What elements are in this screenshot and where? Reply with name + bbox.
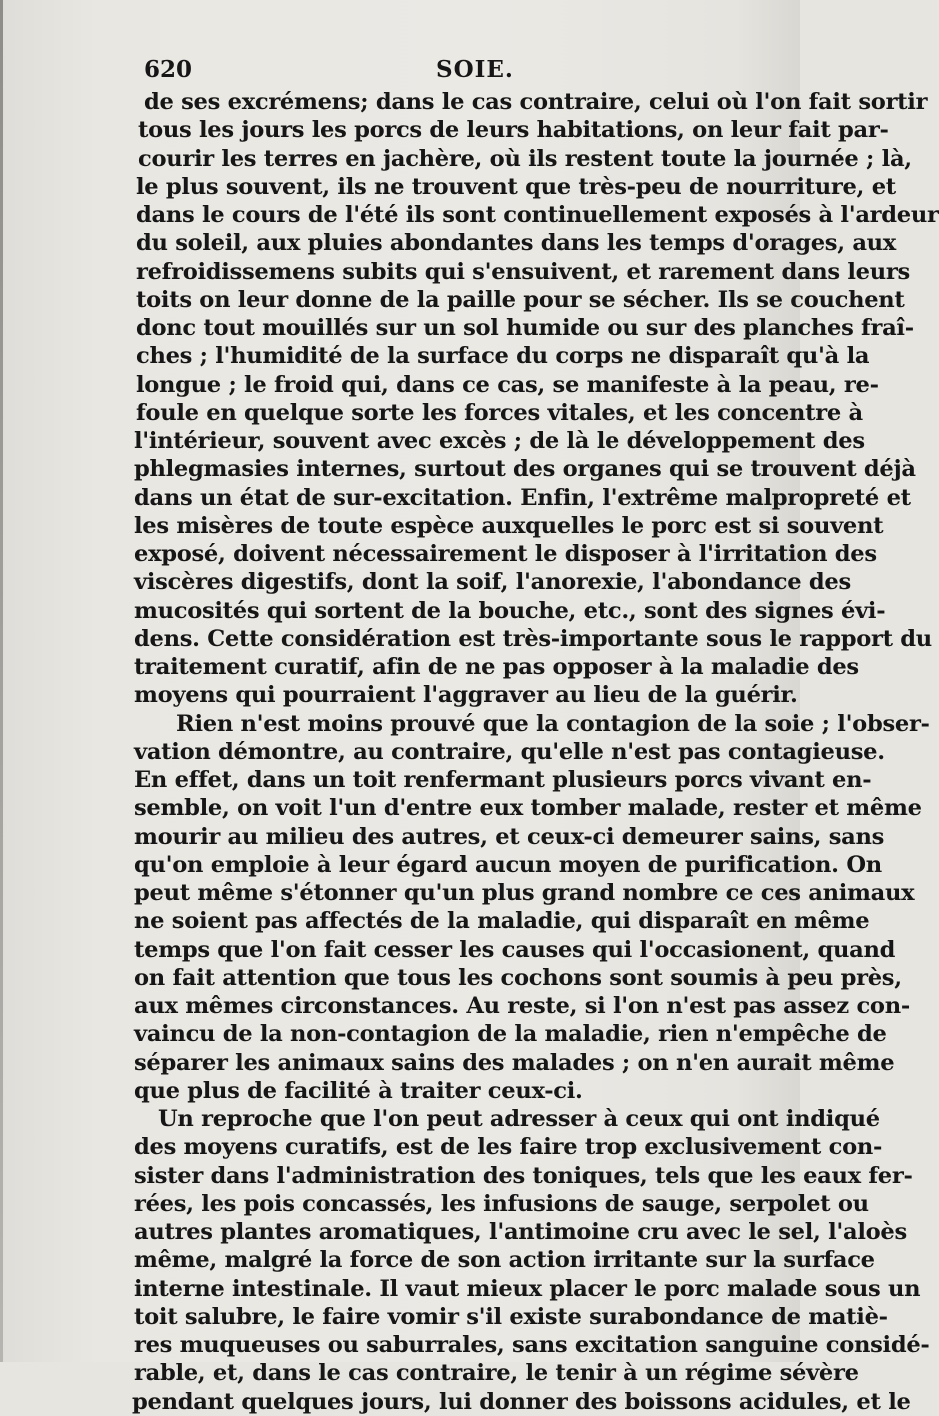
text-line: vaincu de la non-contagion de la maladie, rien n'empêche de xyxy=(134,1021,887,1048)
text-line: temps que l'on fait cesser les causes qui l'occasionent, quand xyxy=(134,936,896,963)
text-line: on fait attention que tous les cochons sont soumis à peu près, xyxy=(134,964,902,991)
text-line: le plus souvent, ils ne trouvent que très-peu de nourriture, et xyxy=(136,173,896,200)
text-line: Un reproche que l'on peut adresser à ceux qui ont indiqué xyxy=(158,1106,880,1132)
text-line: que plus de facilité à traiter ceux-ci. xyxy=(134,1077,583,1104)
text-line: sister dans l'administration des toniques, tels que les eaux fer- xyxy=(134,1162,913,1189)
text-line: interne intestinale. Il vaut mieux placer le porc malade sous un xyxy=(134,1275,921,1302)
text-line: phlegmasies internes, surtout des organes qui se trouvent déjà xyxy=(134,456,916,483)
text-line: aux mêmes circonstances. Au reste, si l'on n'est pas assez con- xyxy=(134,993,910,1019)
text-line: dans le cours de l'été ils sont continuellement exposés à l'ardeur xyxy=(136,202,939,228)
text-line: de ses excrémens; dans le cas contraire, celui où l'on fait sortir xyxy=(144,89,928,115)
text-line: même, malgré la force de son action irritante sur la surface xyxy=(134,1247,875,1274)
text-line: des moyens curatifs, est de les faire trop exclusivement con- xyxy=(134,1134,883,1161)
text-line: refroidissemens subits qui s'ensuivent, et rarement dans leurs xyxy=(136,258,910,285)
running-title: SOIE. xyxy=(436,56,514,83)
text-line: mucosités qui sortent de la bouche, etc., sont des signes évi- xyxy=(134,597,886,624)
text-line: courir les terres en jachère, où ils restent toute la journée ; là, xyxy=(138,145,912,172)
text-line: peut même s'étonner qu'un plus grand nombre ce ces animaux xyxy=(134,880,915,906)
text-line: tous les jours les porcs de leurs habitations, on leur fait par- xyxy=(138,117,889,144)
text-line: les misères de toute espèce auxquelles le porc est si souvent xyxy=(134,512,884,539)
text-line: viscères digestifs, dont la soif, l'anorexie, l'abondance des xyxy=(134,569,851,596)
text-line: rable, et, dans le cas contraire, le tenir à un régime sévère xyxy=(134,1360,859,1387)
text-line: ches ; l'humidité de la surface du corps ne disparaît qu'à la xyxy=(136,343,870,370)
text-line: vation démontre, au contraire, qu'elle n'est pas contagieuse. xyxy=(134,738,885,765)
text-line: donc tout mouillés sur un sol humide ou sur des planches fraî- xyxy=(136,315,914,341)
text-line: semble, on voit l'un d'entre eux tomber malade, rester et même xyxy=(134,795,922,822)
text-line: longue ; le froid qui, dans ce cas, se manifeste à la peau, re- xyxy=(136,371,879,398)
text-line: toits on leur donne de la paille pour se sécher. Ils se couchent xyxy=(136,286,905,313)
text-line: exposé, doivent nécessairement le disposer à l'irritation des xyxy=(134,541,877,567)
text-line: foule en quelque sorte les forces vitales, et les concentre à xyxy=(136,399,863,426)
text-line: dans un état de sur-excitation. Enfin, l'extrême malpropreté et xyxy=(134,484,911,511)
text-line: rées, les pois concassés, les infusions de sauge, serpolet ou xyxy=(134,1190,869,1217)
text-line: res muqueuses ou saburrales, sans excitation sanguine considé- xyxy=(134,1332,930,1358)
text-line: séparer les animaux sains des malades ; on n'en aurait même xyxy=(134,1049,895,1076)
text-line: traitement curatif, afin de ne pas opposer à la maladie des xyxy=(134,654,859,680)
text-line: qu'on emploie à leur égard aucun moyen de purification. On xyxy=(134,851,882,878)
page-header xyxy=(144,52,784,88)
page-number: 620 xyxy=(144,56,193,83)
text-line: mourir au milieu des autres, et ceux-ci demeurer sains, sans xyxy=(134,823,885,850)
text-line: du soleil, aux pluies abondantes dans les temps d'orages, aux xyxy=(136,230,896,257)
body-text xyxy=(0,88,939,1416)
text-line: autres plantes aromatiques, l'antimoine cru avec le sel, l'aloès xyxy=(134,1219,907,1245)
text-line: pendant quelques jours, lui donner des boissons acidules, et le xyxy=(132,1388,911,1415)
text-line: toit salubre, le faire vomir s'il existe surabondance de matiè- xyxy=(134,1303,888,1330)
text-line: ne soient pas affectés de la maladie, qui disparaît en même xyxy=(134,908,870,935)
text-line: l'intérieur, souvent avec excès ; de là le développement des xyxy=(134,428,865,454)
text-line: moyens qui pourraient l'aggraver au lieu de la guérir. xyxy=(134,682,798,709)
text-line: En effet, dans un toit renfermant plusieurs porcs vivant en- xyxy=(134,767,872,793)
text-line: dens. Cette considération est très-importante sous le rapport du xyxy=(134,625,932,652)
text-line: Rien n'est moins prouvé que la contagion de la soie ; l'obser- xyxy=(176,710,930,737)
